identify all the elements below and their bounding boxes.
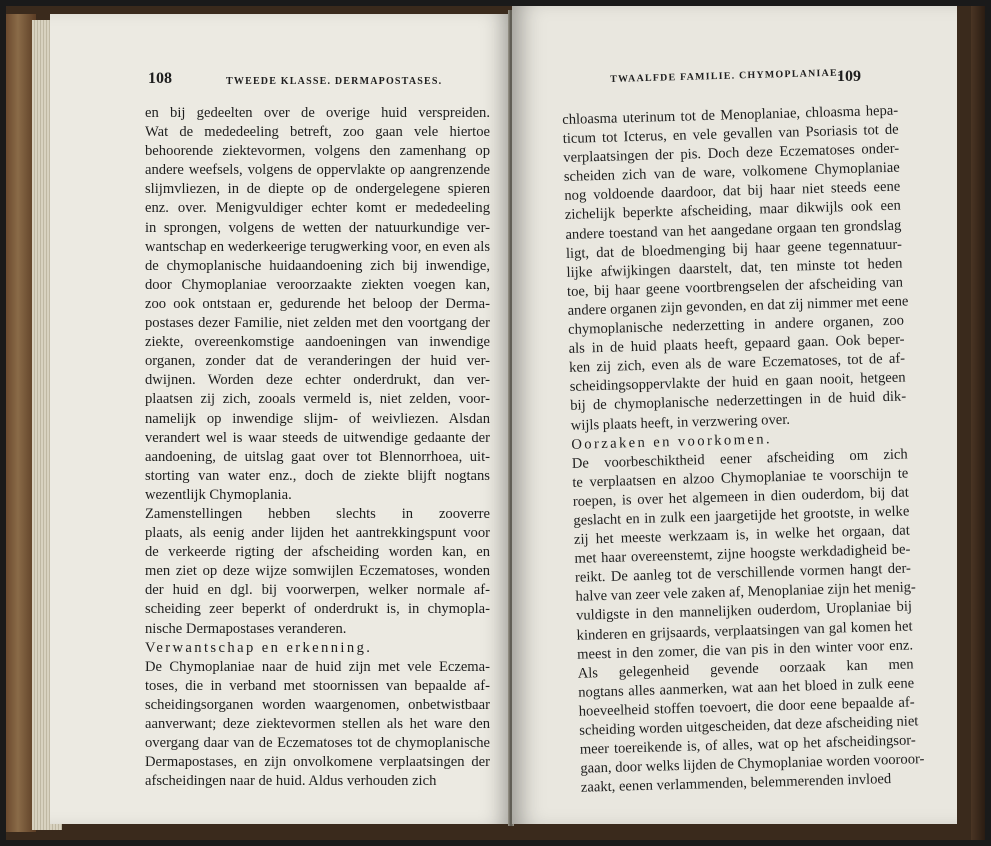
- text-line: aanverwant; deze ziektevormen stellen als het ware den: [145, 716, 490, 732]
- text-line: meest in den zomer, die van pis in den winter voor enz.: [576, 637, 914, 663]
- text-line: als in de huid plaats heeft, gepaard gaan. Ook beper-: [568, 331, 905, 358]
- text-line: halve van zeer vele zaken af, Menoplaniae zijn het menig-: [575, 579, 917, 606]
- text-line: chloasma uterinum tot de Menoplaniae, chloasma hepa-: [562, 102, 899, 128]
- text-line: De Chymoplaniae naar de huid zijn met vele Eczema-: [145, 658, 490, 675]
- text-line: de chymoplanische huidaandoening zich bij inwendige,: [145, 257, 490, 274]
- text-line: verplaatsingen der pis. Doch deze Eczematoses onder-: [563, 140, 900, 167]
- text-line: enz. over. Menigvuldiger echter komt er mededeeling: [145, 200, 490, 217]
- text-line: postases dezer Familie, niet zelden met den voortgang der: [145, 315, 490, 332]
- text-line: wezentlijk Chymoplania.: [145, 486, 292, 503]
- text-line: meer toereikende is, of alles, wat op het afscheidingsor-: [579, 732, 916, 758]
- text-line: dwijnen. Worden deze echter onderdrukt, dan ver-: [145, 372, 490, 389]
- text-line: met haar overeenstemt, zijne hoogste werkdadigheid be-: [574, 541, 911, 567]
- text-line: scheiding zeer beperkt of onderdrukt is, in chymopla-: [145, 601, 490, 618]
- text-line: andere organen zijn gevonden, en dat zij nimmer met eene: [567, 293, 909, 319]
- text-line: scheiding worden uitgescheiden, dat deze afscheiding niet: [579, 713, 919, 739]
- right-page: [512, 6, 957, 824]
- text-line: zoo ook ontstaan er, gedurende het beloop der Derma-: [145, 295, 490, 312]
- text-line: scheidingsoppervlakte der huid en gaan nooit, hetgeen: [569, 369, 906, 396]
- right-page-number: 109: [837, 68, 861, 85]
- text-line: Zamenstellingen hebben slechts in zooverre: [145, 505, 490, 522]
- text-line: andere weefsels, volgens de oppervlakte op aangrenzende: [145, 162, 490, 179]
- text-line: gaan, door welks lijden de Chymoplaniae worden vooroor-: [580, 751, 925, 777]
- text-line: Oorzaken en voorkomen.: [571, 430, 773, 453]
- left-page-number: 108: [148, 70, 172, 87]
- text-line: geslacht en in zulk een jaargetijde het grootste, in welke: [573, 503, 910, 529]
- text-line: vuldigste in den mannelijken ouderdom, Uroplaniae bij: [575, 598, 913, 625]
- text-line: andere toestand van het aangedane orgaan ten grondslag: [565, 217, 902, 243]
- text-line: afscheidingen naar de huid. Aldus verhouden zich: [145, 773, 437, 790]
- text-line: Dermapostases, en zijn onvolkomene verplaatsingen der: [145, 754, 490, 771]
- text-line: de verkeerde rigting der afscheiding worden kan, en: [145, 544, 490, 561]
- text-line: De voorbeschiktheid eener afscheiding om zich: [571, 446, 908, 472]
- right-body-text: [562, 102, 925, 798]
- text-line: Verwantschap en erkenning.: [145, 639, 373, 656]
- text-line: lijke afwijkingen daarstelt, dat, ten minste tot heden: [566, 255, 903, 281]
- text-line: hoeveelheid stoffen toevoert, die door eene bepaalde af-: [578, 694, 915, 720]
- text-line: der huid en dgl. bij voorwerpen, welker normale af-: [145, 582, 490, 599]
- text-line: scheidingsorganen worden waargenomen, onbetwistbaar: [145, 696, 490, 713]
- text-line: scheiden zich van de ware, volkomene Chymoplaniae: [563, 159, 900, 186]
- text-line: kinderen en grijsaards, verplaatsingen van gal komen het: [576, 617, 913, 644]
- text-line: zichelijk beperkte afscheiding, maar dikwijls ook een: [564, 198, 902, 224]
- text-line: reikt. De aanleg tot de verschillende vormen hangt der-: [574, 560, 912, 587]
- text-line: chymoplanische nederzetting in andere organen, zoo: [567, 312, 905, 338]
- text-line: overgang daar van de Eczematoses tot de chymoplanische: [145, 735, 490, 752]
- book-cover-right: [971, 6, 985, 840]
- text-line: ticum tot Icterus, en vele gevallen van Psoriasis tot de: [562, 121, 899, 148]
- text-line: verandert wel is waar steeds de uitwendige gedaante der: [145, 429, 490, 446]
- text-line: toe, bij haar geene voortbrengselen der afscheiding van: [566, 274, 904, 300]
- text-line: zaakt, eenen verlammenden, belemmerenden invloed: [580, 771, 892, 797]
- text-line: nogtans alles aanmerken, wat aan het bloed in zulk eene: [578, 675, 915, 701]
- text-line: te verplaatsen en alzoo Chymoplaniae te voorschijn te: [572, 465, 909, 491]
- text-line: nische Dermapostases veranderen.: [145, 620, 347, 637]
- text-line: wijls plaats heeft, in verzwering over.: [570, 411, 791, 434]
- text-line: bij de chymoplanische nederzettingen in de huid dik-: [570, 388, 907, 415]
- text-line: roepen, is over het algemeen in dien ouderdom, bij dat: [572, 484, 910, 510]
- left-page: [50, 14, 510, 824]
- text-line: behoorende ziektevormen, volgens den zamenhang op: [145, 143, 490, 160]
- text-line: namelijk op inwendige slijm- of weivliezen. Alsdan: [145, 410, 490, 427]
- left-running-head: TWEEDE KLASSE. DERMAPOSTASES.: [226, 76, 443, 87]
- text-line: ligt, dat de bloedmenging bij haar geene tegennatuur-: [565, 236, 903, 262]
- text-line: zij het meeste werkzaam is, in welke het orgaan, dat: [573, 522, 911, 548]
- text-line: organen, zonder dat de veranderingen der huid ver-: [145, 353, 490, 370]
- text-line: storting van water enz., doch de ziekte blijft nogtans: [145, 467, 490, 484]
- text-line: Als gelegenheid gevende oorzaak kan men: [577, 656, 914, 682]
- text-line: men ziet op deze wijze somwijlen Eczematoses, wonden: [145, 563, 490, 580]
- text-line: Wat de mededeeling betreft, zoo gaan vele hiertoe: [145, 124, 490, 141]
- text-line: wantschap en wederkeerige terugwerking voor, en even als: [145, 238, 490, 255]
- text-line: nog voldoende daardoor, dat bij haar niet steeds eene: [564, 178, 901, 205]
- text-line: ziekte, overeenkomstige aandoeningen van inwendige: [145, 334, 490, 351]
- text-line: aandoening, de uitslag gaat over tot Blennorrhoea, uit-: [145, 448, 490, 465]
- text-line: plaats, als eenig ander lijden het aantrekkingspunt voor: [145, 525, 490, 542]
- text-line: plaatsen zij zich, zooals vermeld is, niet zelden, voor-: [145, 391, 490, 408]
- text-line: in sprongen, volgens de wetten der natuurkundige ver-: [145, 219, 490, 236]
- text-line: toses, die in verband met stoornissen van bepaalde af-: [145, 677, 490, 694]
- right-running-head: TWAALFDE FAMILIE. CHYMOPLANIAE.: [610, 67, 842, 85]
- left-body-text: [145, 104, 490, 791]
- text-line: slijmvliezen, in de diepte op de ondergelegene spieren: [145, 181, 490, 198]
- text-line: door Chymoplaniae veroorzaakte ziekten voegen kan,: [145, 276, 490, 293]
- text-line: ken zij zich, even als de ware Eczematoses, tot de af-: [568, 350, 906, 377]
- text-line: en bij gedeelten over de overige huid verspreiden.: [145, 105, 490, 121]
